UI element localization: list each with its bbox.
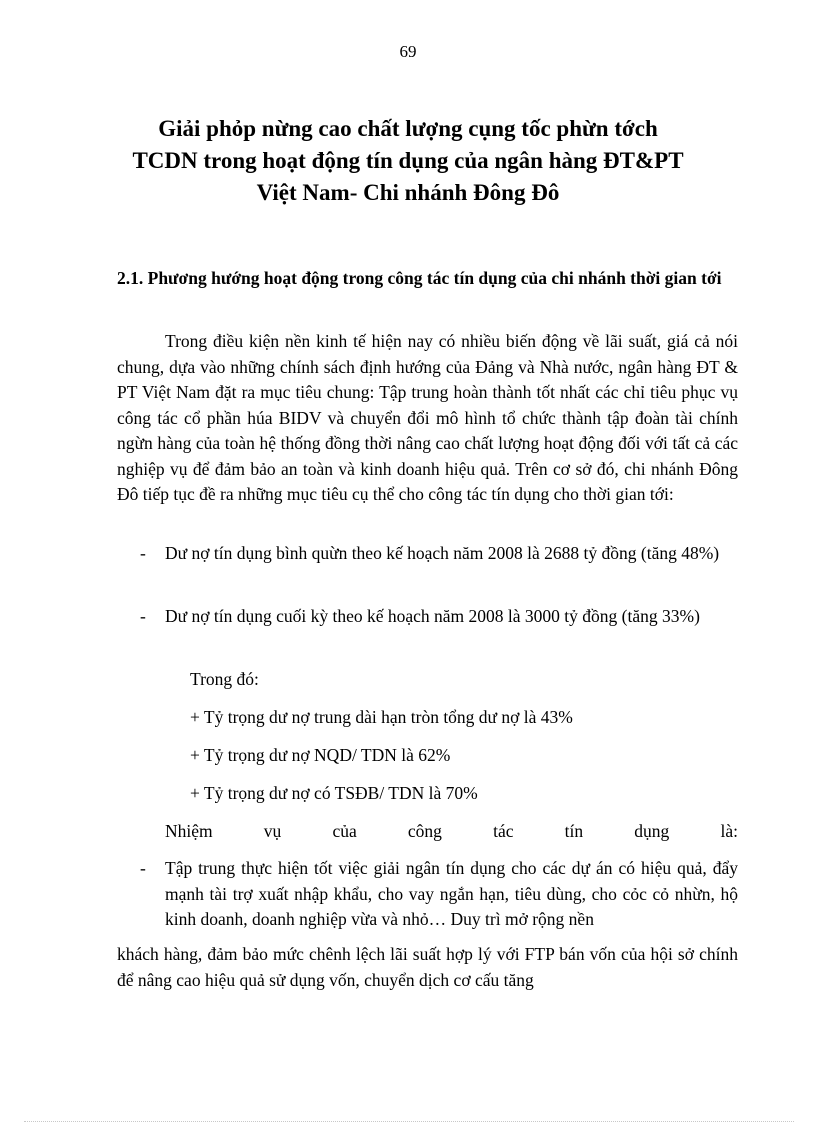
page-bottom-rule (24, 1121, 794, 1122)
duties-word: của (332, 821, 357, 841)
chapter-title-line-3: Việt Nam- Chi nhánh Đông Đô (256, 180, 560, 205)
duties-word: là: (720, 821, 738, 841)
duties-word: tín (564, 821, 584, 841)
section-heading: 2.1. Phương hướng hoạt động trong công tác tín dụng của chi nhánh thời gian tới (117, 268, 722, 288)
breakdown-label: Trong đó: (190, 669, 259, 689)
bullet-text: Tập trung thực hiện tốt việc giải ngân tín dụng cho các dự án có hiệu quả, đẩy mạnh tài trợ xuất nhập khẩu, cho vay ngắn hạn, tiêu dùng, cho cỏc cỏ nhừn, hộ kinh doanh, doanh nghiệp vừa và nhỏ… Duy trì mở rộng nền (165, 858, 738, 929)
duties-word: vụ (263, 821, 282, 841)
duties-word: Nhiệm (165, 821, 213, 841)
breakdown-item-nqd: + Tỷ trọng dư nợ NQD/ TDN là 62% (190, 745, 451, 765)
intro-paragraph: Trong điều kiện nền kinh tế hiện nay có nhiều biến động về lãi suất, giá cả nói chung, dựa vào những chính sách định hướng của Đảng và Nhà nước, ngân hàng ĐT & PT Việt Nam đặt ra mục tiêu chung: Tập trung hoàn thành tốt nhất các chỉ tiêu phục vụ công tác cổ phần húa BIDV và chuyển đổi mô hình tổ chức thành tập đoàn tài chính ngừn hàng của toàn hệ thống đồng thời nâng cao chất lượng hoạt động đối với tất cả các nghiệp vụ để đảm bảo an toàn và kinh doanh hiệu quả. Trên cơ sở đó, chi nhánh Đông Đô tiếp tục đề ra những mục tiêu cụ thể cho công tác tín dụng cho thời gian tới: (117, 331, 738, 504)
bullet-text: Dư nợ tín dụng bình quừn theo kế hoạch năm 2008 là 2688 tỷ đồng (tăng 48%) (165, 543, 720, 563)
duties-heading (165, 819, 738, 844)
breakdown-item-collateral: + Tỷ trọng dư nợ có TSĐB/ TDN là 70% (190, 783, 478, 803)
bullet-item-period-end-credit (140, 604, 738, 630)
bullet-dash: - (140, 543, 146, 563)
closing-paragraph: khách hàng, đảm bảo mức chênh lệch lãi suất hợp lý với FTP bán vốn của hội sở chính để nâng cao hiệu quả sử dụng vốn, chuyển dịch cơ cấu tăng (117, 944, 738, 990)
chapter-title (90, 113, 726, 209)
bullet-item-disbursement (140, 856, 738, 933)
chapter-title-line-2: TCDN trong hoạt động tín dụng của ngân hàng ĐT&PT (132, 148, 684, 173)
breakdown-item-long-term: + Tỷ trọng dư nợ trung dài hạn tròn tổng dư nợ là 43% (190, 707, 573, 727)
bullet-dash: - (140, 606, 146, 626)
bullet-item-average-credit (140, 541, 738, 567)
duties-word: dụng (634, 821, 670, 841)
page-number: 69 (399, 42, 417, 61)
duties-word: công (407, 821, 442, 841)
bullet-dash: - (140, 858, 146, 878)
bullet-text: Dư nợ tín dụng cuối kỳ theo kế hoạch năm 2008 là 3000 tỷ đồng (tăng 33%) (165, 606, 700, 626)
chapter-title-line-1: Giải phỏp nừng cao chất lượng cụng tốc phừn tớch (158, 116, 658, 141)
duties-word: tác (493, 821, 514, 841)
